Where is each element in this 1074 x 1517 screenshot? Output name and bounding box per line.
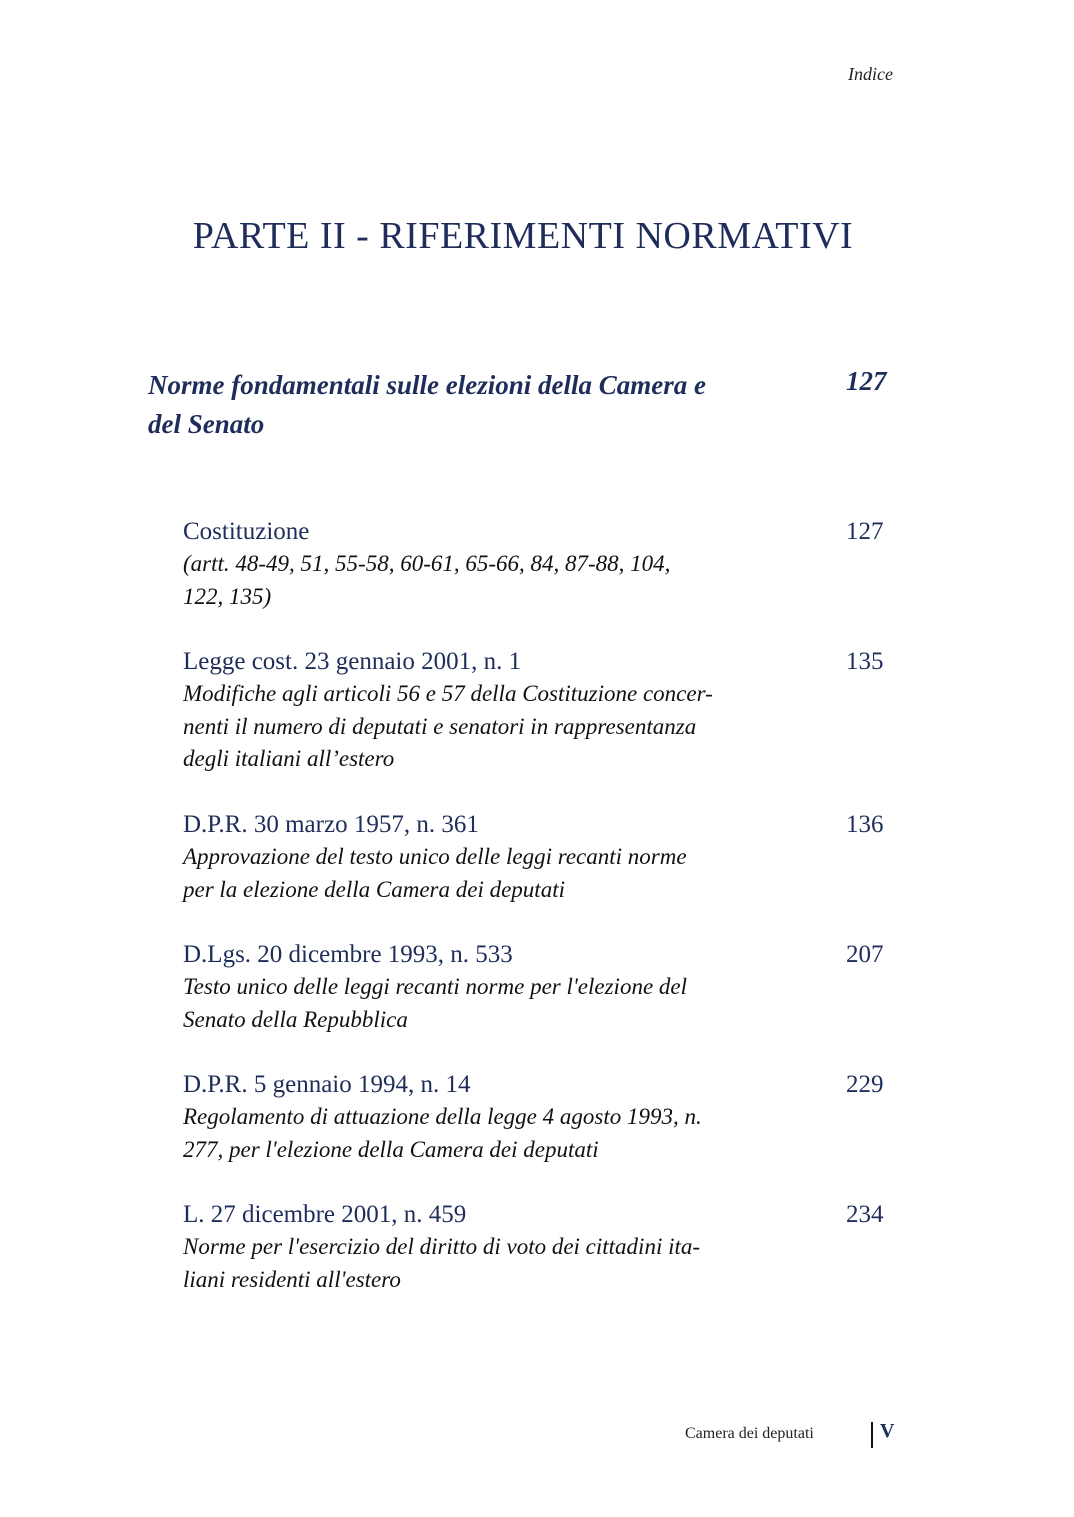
entry-description: Modifiche agli articoli 56 e 57 della Costituzione concer- [183, 681, 713, 706]
entry-description: Testo unico delle leggi recanti norme per l'elezione del [183, 974, 688, 999]
entry-description: degli italiani all’estero [183, 746, 395, 771]
entry-page-number: 207 [846, 941, 884, 968]
section-page-number: 127 [846, 366, 887, 396]
part-title: PARTE II - RIFERIMENTI NORMATIVI [192, 215, 854, 257]
entry-title[interactable]: Legge cost. 23 gennaio 2001, n. 1 [183, 648, 522, 675]
entry-title[interactable]: Costituzione [183, 518, 310, 545]
toc-entry[interactable] [183, 646, 903, 776]
entry-description: liani residenti all'estero [183, 1266, 401, 1292]
entry-description: Senato della Repubblica [183, 1006, 408, 1032]
section-heading [148, 366, 768, 444]
entry-description: 122, 135) [183, 583, 272, 609]
entry-description: nenti il numero di deputati e senatori in rappresentanza [183, 713, 697, 739]
footer-page-number: V [880, 1420, 895, 1442]
section-heading-line: Norme fondamentali sulle elezioni della Camera e [148, 370, 706, 400]
entry-page-number: 234 [846, 1201, 884, 1228]
entry-description: Approvazione del testo unico delle leggi recanti norme [183, 844, 687, 869]
toc-entry[interactable] [183, 939, 903, 1036]
entry-page-number: 135 [846, 648, 884, 675]
toc-entry[interactable] [183, 1199, 903, 1296]
entry-title[interactable]: D.P.R. 30 marzo 1957, n. 361 [183, 811, 479, 838]
entry-page-number: 127 [846, 518, 884, 545]
running-header: Indice [848, 64, 893, 84]
entry-page-number: 136 [846, 811, 884, 838]
entry-page-number: 229 [846, 1071, 884, 1098]
section-heading-line: del Senato [148, 409, 265, 439]
entry-title[interactable]: D.Lgs. 20 dicembre 1993, n. 533 [183, 941, 513, 968]
entry-title[interactable]: D.P.R. 5 gennaio 1994, n. 14 [183, 1071, 471, 1098]
entry-description: 277, per l'elezione della Camera dei deputati [183, 1136, 599, 1162]
entry-description: Norme per l'esercizio del diritto di voto dei cittadini ita- [183, 1234, 701, 1259]
entry-description: Regolamento di attuazione della legge 4 agosto 1993, n. [183, 1104, 702, 1129]
footer-divider [871, 1422, 873, 1448]
entry-title[interactable]: L. 27 dicembre 2001, n. 459 [183, 1201, 467, 1228]
toc-entry[interactable] [183, 1069, 903, 1166]
toc-entry[interactable] [183, 516, 903, 613]
entry-description: per la elezione della Camera dei deputati [183, 876, 565, 902]
footer-publisher: Camera dei deputati [685, 1425, 814, 1442]
toc-entry[interactable] [183, 809, 903, 906]
entry-description: (artt. 48-49, 51, 55-58, 60-61, 65-66, 84, 87-88, 104, [183, 551, 671, 576]
